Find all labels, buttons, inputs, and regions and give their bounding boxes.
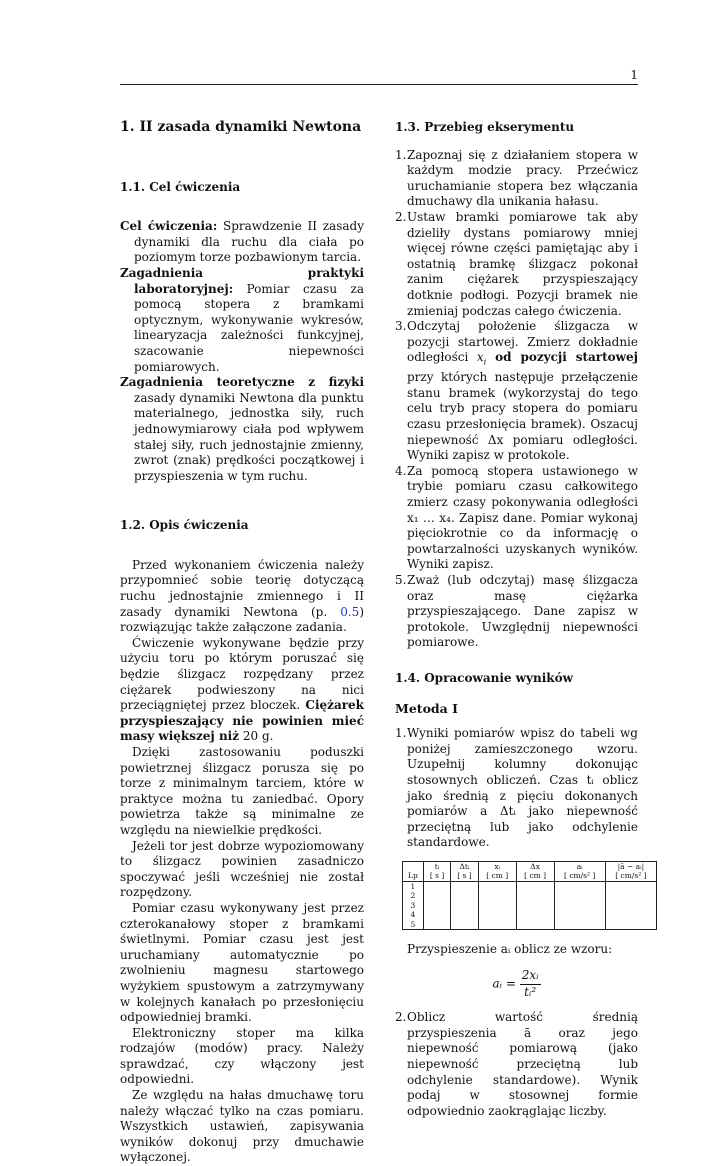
table-header: |ā − aᵢ| — [605, 861, 656, 871]
desc-2-text-b: 20 g. — [239, 729, 274, 744]
page-number: 1 — [630, 68, 638, 82]
desc-paragraph-2 — [120, 636, 364, 745]
desc-paragraph-4: Jeżeli tor jest dobrze wypoziomowany to ślizgacz powinien zasadniczo spoczywać jeśli wcześniej nie został rozpędzony. — [120, 838, 364, 900]
table-header: [ cm/s² ] — [605, 871, 656, 881]
table-row — [403, 881, 657, 891]
list-item-number: 2. — [395, 209, 407, 224]
goal-text: Sprawdzenie II zasady dynamiki dla ruchu dla ciała po poziomym torze pozbawionym tarcia. — [134, 219, 364, 265]
procedure-list — [395, 148, 638, 651]
goal-label: Cel ćwiczenia: — [120, 219, 218, 234]
list-item-text: przy których następuje przełączenie stanu bramek (wykorzystaj do tego celu tryb pracy stopera do pomiaru czasu przesłonięcia bramek). Oszacuj niepewność Δx pomiaru odległości. Wyniki zapisz w protokole. — [407, 370, 638, 463]
right-column — [395, 120, 647, 1119]
list-item-text: Za pomocą stopera ustawionego w trybie pomiaru czasu całkowitego zmierz czasy pokonywania odległości x₁ … x₄. Zapisz dane. Pomiar wykonaj pięciokrotnie co da informację o powtarzalności uzyskanych wyników. Wyniki zapisz. — [407, 463, 638, 572]
section-1-4-title: 1.4. Opracowanie wyników — [395, 670, 573, 685]
table-header: [ s ] — [423, 871, 450, 881]
list-item — [395, 726, 638, 851]
table-row — [403, 910, 657, 920]
list-item-text: Odczytaj położenie ślizgacza w pozycji startowej. Zmierz dokładnie odległości — [407, 319, 638, 365]
list-item — [395, 210, 638, 319]
table-cell: 4 — [403, 910, 424, 920]
table-header: Δtᵢ — [451, 861, 478, 871]
results-list-2 — [395, 1010, 638, 1119]
results-list — [395, 726, 638, 851]
list-item — [395, 464, 638, 573]
list-item — [395, 573, 638, 651]
lab-text: Pomiar czasu za pomocą stopera z bramkami optycznym, wykonywanie wykresów, linearyzacja zależności funkcyjnej, szacowanie niepewności pomiarowych. — [134, 281, 364, 374]
list-item-number: 1. — [395, 726, 407, 741]
lab-paragraph — [120, 266, 364, 375]
list-item — [395, 319, 638, 464]
table-row — [403, 891, 657, 901]
table-cell: 5 — [403, 920, 424, 930]
table-header: [ cm/s² ] — [554, 871, 605, 881]
list-item-text: Zapoznaj się z działaniem stopera w każdym modzie pracy. Przećwicz uruchamianie stopera bez włączania dmuchawy dla unikania hałasu. — [407, 147, 638, 209]
theory-text: zasady dynamiki Newtona dla punktu materialnego, jednostka siły, ruch jednowymiarowy ciała pod wpływem stałej siły, ruch jednostajnie zmienny, zwrot (znak) prędkości początkowej i przyspieszenia w tym ruchu. — [134, 390, 364, 483]
start-position-emph: od pozycji startowej — [486, 350, 638, 365]
theory-label: Zagadnienia teoretyczne z fizyki — [120, 375, 364, 390]
lab-label: Zagadnienia praktyki laboratoryjnej: — [120, 265, 364, 296]
desc-2-text-a: Ćwiczenie wykonywane będzie przy użyciu toru po którym poruszać się będzie ślizgacz rozpędzany przez ciężarek podwieszony na nici przeciągniętej przez bloczek. — [120, 635, 364, 713]
table-header — [403, 861, 424, 871]
formula-denominator: tᵢ² — [524, 984, 537, 999]
desc-paragraph-1 — [120, 558, 364, 636]
table-header: tᵢ — [423, 861, 450, 871]
formula-fraction — [520, 968, 541, 1000]
table-cell: 1 — [403, 881, 424, 891]
acceleration-text: Przyspieszenie aᵢ oblicz ze wzoru: — [407, 942, 613, 957]
list-item-number: 3. — [395, 319, 407, 334]
table-header: [ cm ] — [516, 871, 554, 881]
list-item — [395, 1010, 638, 1119]
list-item-text: Wyniki pomiarów wpisz do tabeli wg poniżej zamieszczonego wzoru. Uzupełnij kolumny dokonując stosownych obliczeń. Czas tᵢ oblicz jako średnią z pięciu dokonanych pomiarów a Δtᵢ jako niepewność przeciętną lub jako odchylenie standardowe. — [407, 726, 638, 850]
results-table — [402, 861, 657, 931]
desc-paragraph-7: Ze względu na hałas dmuchawę toru należy włączać tylko na czas pomiaru. Wszystkich ustawień, zapisywania wyników dokonuj przy dmuchawie wyłączonej. — [120, 1088, 364, 1165]
var-x: x — [476, 350, 484, 365]
weight-warning: Ciężarek przyspieszający nie powinien mieć masy większej niż — [120, 698, 364, 744]
list-item-text: Zważ (lub odczytaj) masę ślizgacza oraz masę ciężarka przyspieszającego. Dane zapisz w protokole. Uwzględnij niepewności pomiarowe. — [407, 573, 638, 650]
chapter-title: 1. II zasada dynamiki Newtona — [120, 119, 362, 135]
table-cell: 2 — [403, 891, 424, 901]
desc-1-text-a: Przed wykonaniem ćwiczenia należy przypomnieć sobie teorię dotyczącą ruchu jednostajnie zmiennego i II zasady dynamiki Newtona (p. — [120, 557, 364, 619]
goal-paragraph — [120, 219, 364, 266]
table-header: xᵢ — [478, 861, 516, 871]
section-1-2-title: 1.2. Opis ćwiczenia — [120, 518, 249, 533]
table-header: [ cm ] — [478, 871, 516, 881]
table-row — [403, 901, 657, 911]
left-column — [120, 120, 364, 1166]
table-cell: 3 — [403, 901, 424, 911]
list-item-number: 5. — [395, 573, 407, 588]
list-item-number: 2. — [395, 1010, 407, 1025]
section-ref-link[interactable]: 0.5 — [340, 604, 360, 619]
desc-paragraph-6: Elektroniczny stoper ma kilka rodzajów (modów) pracy. Należy sprawdzać, czy włączony jest odpowiedni. — [120, 1025, 364, 1087]
list-item-number: 4. — [395, 463, 407, 478]
table-row — [403, 920, 657, 930]
desc-paragraph-3: Dzięki zastosowaniu poduszki powietrznej ślizgacz porusza się po torze z minimalnym tarciem, które w praktyce można tu zaniedbać. Opory powietrza także są minimalne ze względu na niewielkie prędkości. — [120, 745, 364, 837]
table-header-row — [403, 861, 657, 871]
list-item — [395, 148, 638, 210]
method-title: Metoda I — [395, 700, 458, 716]
header-rule — [120, 84, 638, 85]
theory-paragraph — [120, 375, 364, 484]
formula-lhs: aᵢ = — [492, 976, 516, 991]
section-1-1-title: 1.1. Cel ćwiczenia — [120, 179, 241, 194]
acceleration-formula — [395, 968, 638, 1000]
list-item-number: 1. — [395, 147, 407, 162]
table-header: aᵢ — [554, 861, 605, 871]
section-1-3-title: 1.3. Przebieg ekserymentu — [395, 120, 575, 134]
table-header: [ s ] — [451, 871, 478, 881]
table-header: Lp — [403, 871, 424, 881]
formula-numerator: 2xᵢ — [520, 968, 541, 985]
table-unit-row — [403, 871, 657, 881]
list-item-text: Ustaw bramki pomiarowe tak aby dzieliły dystans pomiarowy mniej więcej równe części pamiętając aby i ostatnią bramkę ślizgacz pokonał zanim ciężarek przyspieszający dotknie podłogi. Pozycji bramek nie zmieniaj podczas całego ćwiczenia. — [407, 209, 638, 318]
desc-paragraph-5: Pomiar czasu wykonywany jest przez czterokanałowy stoper z bramkami świetlnymi. Pomiar czasu jest jest uruchamiany automatycznie po zwolnieniu magnesu startowego wyżykiem spustowym a zatrzymywany w kolejnych kanałach po przesłonięciu odpowiedniej bramki. — [120, 900, 364, 1025]
var-sub: i — [483, 357, 487, 367]
table-header: Δx — [516, 861, 554, 871]
list-item-text: Oblicz wartość średnią przyspieszenia ā oraz jego niepewność pomiarową (jako niepewność przeciętną lub odchylenie standardowe). Wynik podaj w stosownej formie odpowiednio zaokrąglając liczby. — [407, 1010, 638, 1118]
desc-1-text-b: ) rozwiązując także załączone zadania. — [120, 604, 364, 635]
